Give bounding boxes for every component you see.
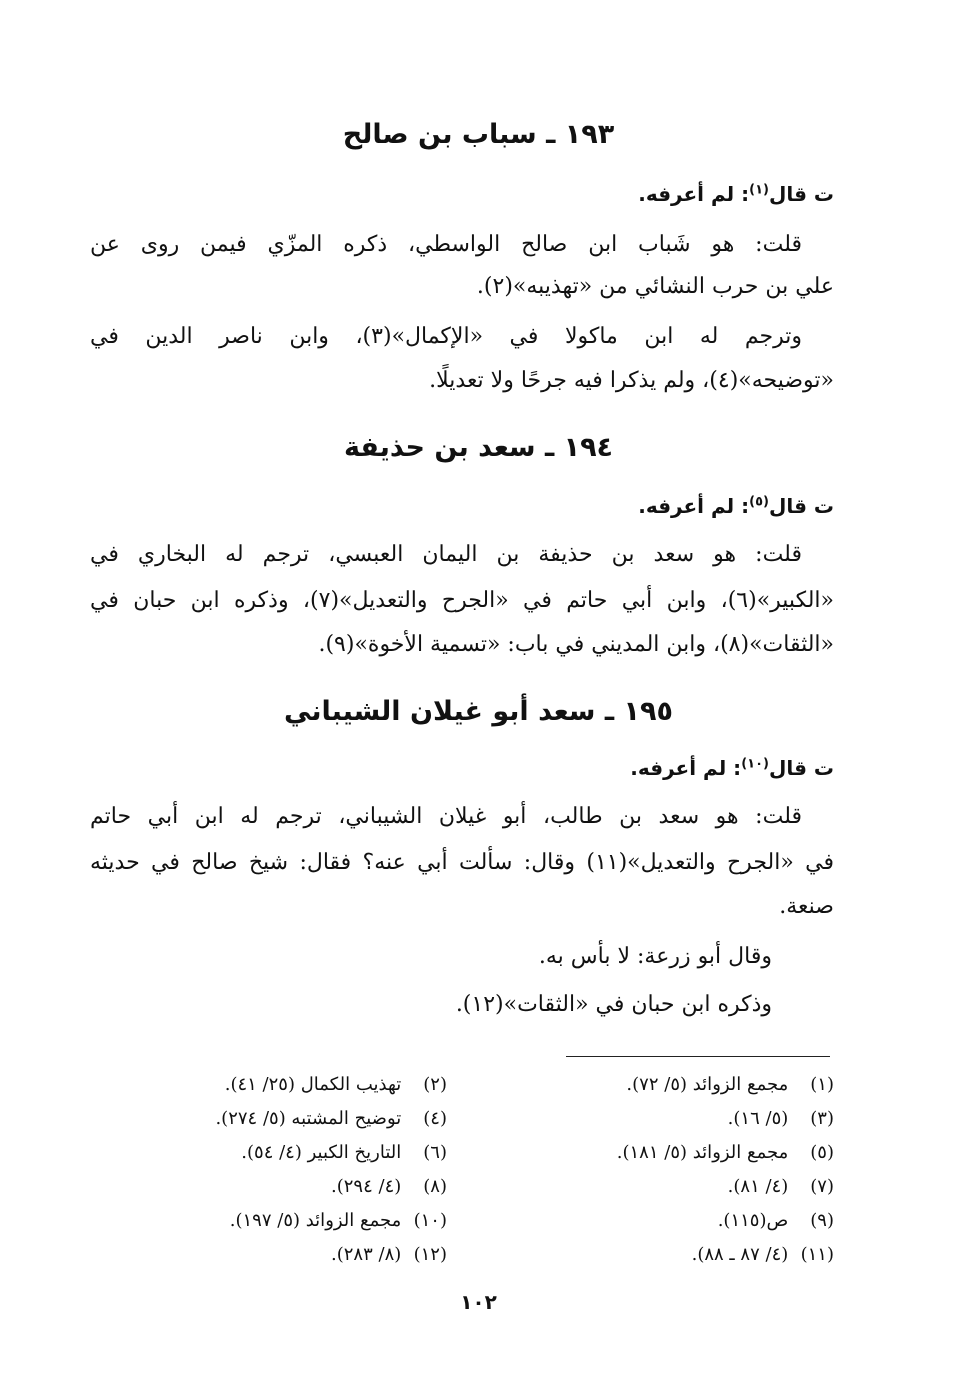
- body-line: «الثقات»(٨)، وابن المديني في باب: «تسمية الأخوة»(٩).: [318, 632, 834, 657]
- footnote-number: (٤): [423, 1108, 447, 1129]
- body-line: قلت: هو سعد بن طالب، أبو غيلان الشيباني، ترجم له ابن أبي حاتم: [90, 804, 802, 829]
- qala-text: : لم أعرفه.: [638, 494, 750, 518]
- body-line: صنعة.: [779, 894, 834, 919]
- footnote: [534, 1204, 834, 1238]
- footnote-text: مجمع الزوائد (٥/ ١٨١).: [616, 1142, 789, 1163]
- footnote-number: (١٠): [413, 1210, 447, 1231]
- footnote-text: مجمع الزوائد (٥/ ٧٢).: [626, 1074, 789, 1095]
- footnote-text: توضيح المشتبه (٥/ ٢٧٤).: [215, 1108, 402, 1129]
- footnote-number: (١٢): [413, 1244, 447, 1265]
- footnote-text: (٤/ ٨٧ ـ ٨٨).: [691, 1244, 789, 1265]
- footnote-divider: [566, 1056, 830, 1057]
- qala-label: ت قال: [768, 494, 834, 518]
- qala-line: [90, 180, 834, 208]
- footnotes-right-column: [534, 1068, 834, 1272]
- body-line: علي بن حرب النشائي من «تهذيبه»(٢).: [476, 274, 834, 299]
- footnote: [534, 1136, 834, 1170]
- footnote-ref: (١٠): [741, 756, 769, 772]
- footnote-text: تهذيب الكمال (٢٥/ ٤١).: [224, 1074, 402, 1095]
- entry-title: ١٩٥ ـ سعد أبو غيلان الشيباني: [284, 696, 673, 727]
- footnotes-left-column: [147, 1068, 447, 1272]
- entry-title: ١٩٤ ـ سعد بن حذيفة: [343, 432, 614, 463]
- footnote-ref: (١): [749, 182, 769, 198]
- qala-label: ت قال: [768, 182, 834, 206]
- footnote: [147, 1136, 447, 1170]
- footnote: [534, 1102, 834, 1136]
- body-line: «توضيحه»(٤)، ولم يذكرا فيه جرحًا ولا تعديلًا.: [429, 368, 834, 393]
- qala-text: : لم أعرفه.: [630, 756, 742, 780]
- qala-line: [90, 492, 834, 520]
- footnote: [147, 1068, 447, 1102]
- footnote-text: (٨/ ٢٨٣).: [331, 1244, 402, 1265]
- qala-text: : لم أعرفه.: [638, 182, 750, 206]
- footnote-number: (٣): [810, 1108, 834, 1129]
- body-line: قلت: هو سعد بن حذيفة بن اليمان العبسي، ترجم له البخاري في: [90, 542, 802, 567]
- footnote: [147, 1238, 447, 1272]
- body-line: في «الجرح والتعديل»(١١) وقال: سألت أبي عنه؟ فقال: شيخ صالح في حديثه: [90, 850, 834, 875]
- footnote-text: مجمع الزوائد (٥/ ١٩٧).: [229, 1210, 402, 1231]
- footnote-number: (١١): [800, 1244, 834, 1265]
- footnote-text: ص(١١٥).: [717, 1210, 789, 1231]
- body-line: وذكره ابن حبان في «الثقات»(١٢).: [455, 992, 772, 1017]
- footnote-number: (٩): [810, 1210, 834, 1231]
- footnote-number: (٦): [423, 1142, 447, 1163]
- qala-label: ت قال: [768, 756, 834, 780]
- footnote: [147, 1102, 447, 1136]
- footnote-number: (٧): [810, 1176, 834, 1197]
- footnote-number: (٨): [423, 1176, 447, 1197]
- footnote: [534, 1170, 834, 1204]
- footnote-text: (٤/ ٨١).: [727, 1176, 789, 1197]
- footnote-number: (١): [810, 1074, 834, 1095]
- footnote-number: (٢): [423, 1074, 447, 1095]
- body-line: وقال أبو زرعة: لا بأس به.: [538, 944, 772, 969]
- footnote-text: التاريخ الكبير (٤/ ٥٤).: [241, 1142, 402, 1163]
- entry-title: ١٩٣ ـ سباب بن صالح: [342, 119, 615, 150]
- footnote: [147, 1170, 447, 1204]
- footnote-ref: (٥): [749, 494, 769, 510]
- qala-line: [90, 754, 834, 782]
- footnote: [147, 1204, 447, 1238]
- footnote-text: (٤/ ٢٩٤).: [331, 1176, 402, 1197]
- footnote-number: (٥): [810, 1142, 834, 1163]
- body-line: قلت: هو شَباب ابن صالح الواسطي، ذكره المزّي فيمن روى عن: [90, 232, 802, 257]
- page-number: ١٠٢: [460, 1290, 497, 1314]
- footnote-text: (٥/ ١٦).: [727, 1108, 789, 1129]
- body-line: وترجم له ابن ماكولا في «الإكمال»(٣)، وابن ناصر الدين في: [90, 324, 803, 349]
- body-line: «الكبير»(٦)، وابن أبي حاتم في «الجرح والتعديل»(٧)، وذكره ابن حبان في: [90, 588, 834, 613]
- footnote: [534, 1238, 834, 1272]
- footnote: [534, 1068, 834, 1102]
